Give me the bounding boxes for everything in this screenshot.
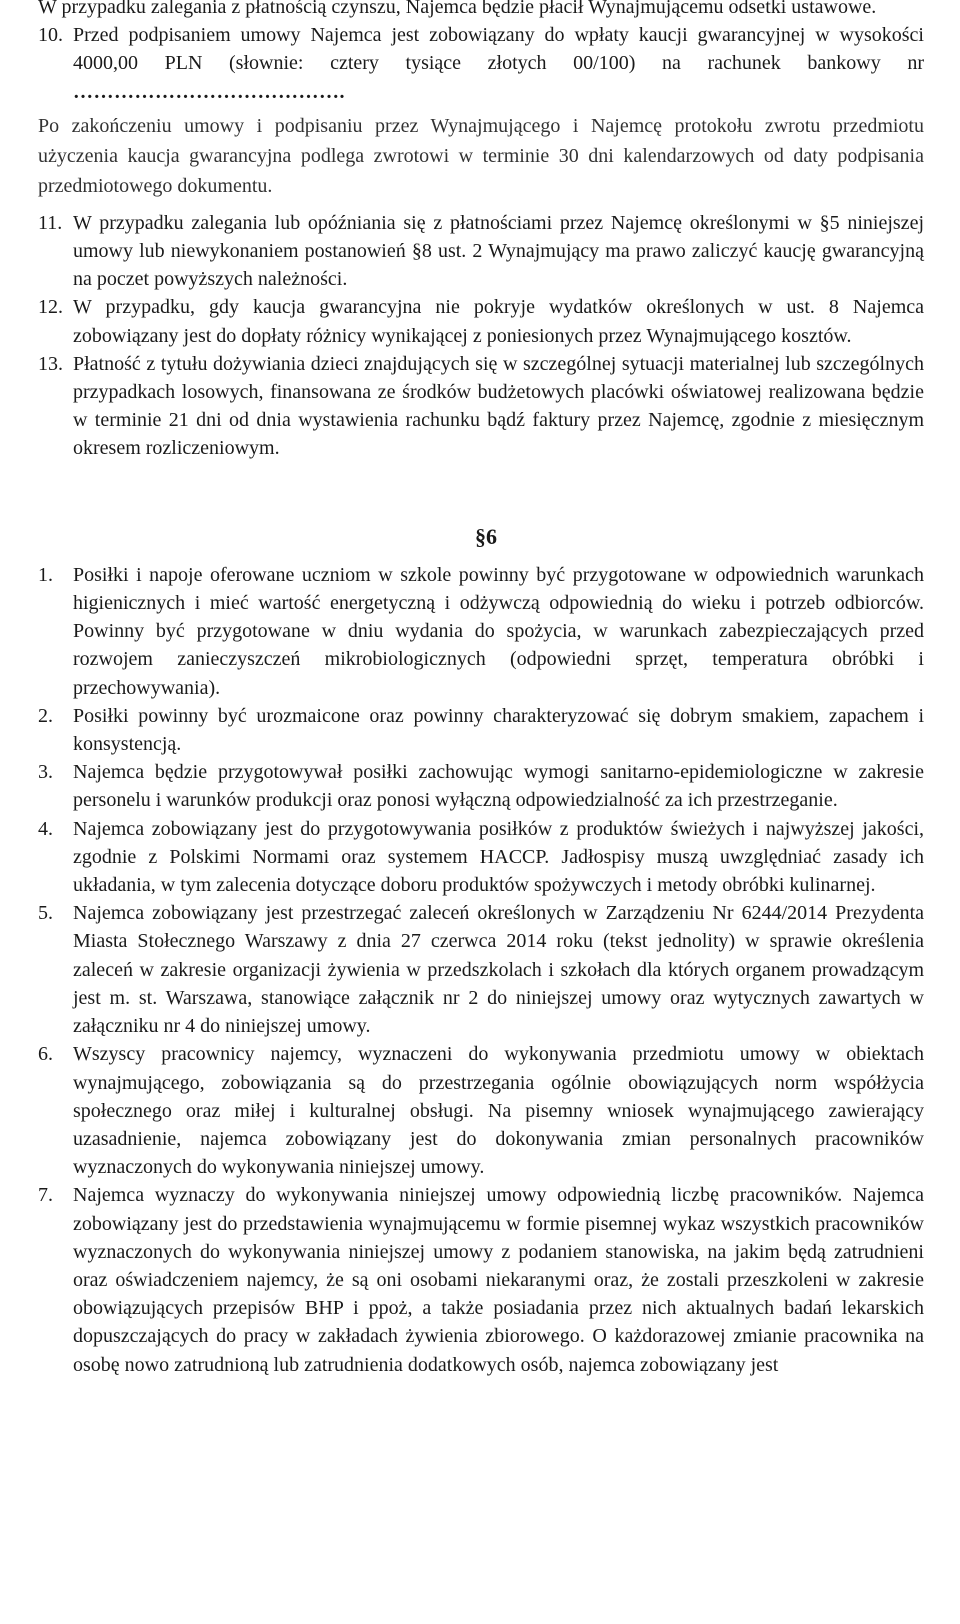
item-text: W przypadku, gdy kaucja gwarancyjna nie pokryje wydatków określonych w ust. 8 Najemca zobowiązany jest do dopłaty różnicy wynikającej z poniesionych przez Wynajmującego kosztów. (73, 296, 924, 347)
section-item-5 (38, 899, 924, 1040)
item-text: Najemca zobowiązany jest do przygotowywania posiłków z produktów świeżych i najwyższej jakości, zgodnie z Polskimi Normami oraz systemem HACCP. Jadłospisy muszą uwzględniać zasady ich układania, w tym zalecenia dotyczące doboru produktów spożywczych i metody obróbki kulinarnej. (73, 817, 924, 897)
item-number: 11. (38, 211, 63, 234)
section-item-6 (38, 1040, 924, 1181)
section-item-1 (38, 561, 924, 702)
item-number: 13. (38, 352, 63, 375)
section-item-3 (38, 758, 924, 814)
deposit-return-paragraph: Po zakończeniu umowy i podpisaniu przez Wynajmującego i Najemcę protokołu zwrotu przedmiotu użyczenia kaucja gwarancyjna podlega zwrotowi w terminie 30 dni kalendarzowych od daty podpisania przedmiotowego dokumentu. (38, 114, 924, 197)
item-number: 4. (38, 817, 53, 840)
item-number: 5. (38, 902, 53, 925)
item-text: Posiłki powinny być urozmaicone oraz powinny charakteryzować się dobrym smakiem, zapachem i konsystencją. (73, 704, 924, 756)
item-text: Najemca wyznaczy do wykonywania niniejszej umowy odpowiednią liczbę pracowników. Najemca zobowiązany jest do przedstawienia wynajmującemu w formie pisemnej wykaz wszystkich pracowników wyznaczonych do wykonywania niniejszej umowy z podaniem stanowiska, na jakim będą zatrudnieni oraz oświadczeniem najemcy, że są oni osobami niekaranymi oraz, że zostali przeszkoleni w zakresie obowiązujących przepisów BHP i ppoż, a także posiadania przez nich aktualnych badań lekarskich dopuszczających do pracy w zakładach żywienia zbiorowego. O każdorazowej zmianie pracownika na osobę nowo zatrudnioną lub zatrudnienia dodatkowych osób, najemca zobowiązany jest (73, 1184, 924, 1376)
document-page (38, 0, 924, 1379)
list-item-10 (38, 21, 924, 106)
item-text: Najemca będzie przygotowywał posiłki zachowując wymogi sanitarno-epidemiologiczne w zakresie personelu i warunków produkcji oraz ponosi wyłączną odpowiedzialność za ich przestrzeganie. (73, 761, 924, 812)
account-number-placeholder: …………………………………. (73, 80, 345, 103)
item-text: Płatność z tytułu dożywiania dzieci znajdujących się w szczególnej sytuacji materialnej lub szczególnych przypadkach losowych, finansowana ze środków budżetowych placówki oświatowej realizowana będzie w terminie 21 dni od dnia wystawienia rachunku bądź faktury przez Najemcę, zgodnie z miesięcznym okresem rozliczeniowym. (73, 352, 924, 460)
section-item-2 (38, 702, 924, 758)
item-number: 2. (38, 704, 53, 727)
item-number: 10. (38, 24, 63, 47)
item-number: 12. (38, 296, 63, 319)
list-item-12 (38, 293, 924, 349)
item-text: Wszyscy pracownicy najemcy, wyznaczeni do wykonywania przedmiotu umowy w obiektach wynajmującego, zobowiązania są do przestrzegania ogólnie obowiązujących norm współżycia społecznego oraz miłej i kulturalnej obsługi. Na pisemny wniosek wynajmującego zawierający uzasadnienie, najemca zobowiązany jest do dokonywania zmian personalnych pracowników wyznaczonych do wykonywania niniejszej umowy. (73, 1043, 924, 1179)
item-text: Najemca zobowiązany jest przestrzegać zaleceń określonych w Zarządzeniu Nr 6244/2014 Prezydenta Miasta Stołecznego Warszawy z dnia 27 czerwca 2014 roku (tekst jednolity) w sprawie określenia zaleceń w zakresie organizacji żywienia w przedszkolach i szkołach dla których organem prowadzącym jest m. st. Warszawa, stanowiące załącznik nr 2 do niniejszej umowy oraz wytycznych zawartych w załączniku nr 4 do niniejszej umowy. (73, 902, 924, 1038)
item-text-main: Przed podpisaniem umowy Najemca jest zobowiązany do wpłaty kaucji gwarancyjnej w wysokości 4000,00 PLN (słownie: cztery tysiące złotych 00/100) na rachunek bankowy nr (73, 24, 924, 75)
item-number: 6. (38, 1043, 53, 1066)
list-item-11 (38, 209, 924, 294)
item-number: 1. (38, 563, 53, 586)
section-item-4 (38, 815, 924, 900)
item-text (73, 21, 924, 106)
list-item-13 (38, 350, 924, 463)
item-text: W przypadku zalegania lub opóźniania się z płatnościami przez Najemcę określonymi w §5 niniejszej umowy lub niewykonaniem postanowień §8 ust. 2 Wynajmujący ma prawo zaliczyć kaucję gwarancyjną na poczet powyższych należności. (73, 211, 924, 291)
section-heading: §6 (475, 523, 497, 549)
section-item-7 (38, 1181, 924, 1378)
item-text: Posiłki i napoje oferowane uczniom w szkole powinny być przygotowane w odpowiednich warunkach higienicznych i mieć wartość energetyczną i odżywczą odpowiednią do wieku i potrzeb odbiorców. Powinny być przygotowane w dniu wydania do spożycia, w warunkach zabezpieczających przed rozwojem zanieczyszczeń mikrobiologicznych (odpowiedni sprzęt, temperatura obróbki i przechowywania). (73, 563, 924, 699)
item-number: 7. (38, 1184, 53, 1207)
continuation-paragraph: W przypadku zalegania z płatnością czynszu, Najemca będzie płacił Wynajmującemu odsetki ustawowe. (38, 0, 877, 18)
item-number: 3. (38, 761, 53, 784)
